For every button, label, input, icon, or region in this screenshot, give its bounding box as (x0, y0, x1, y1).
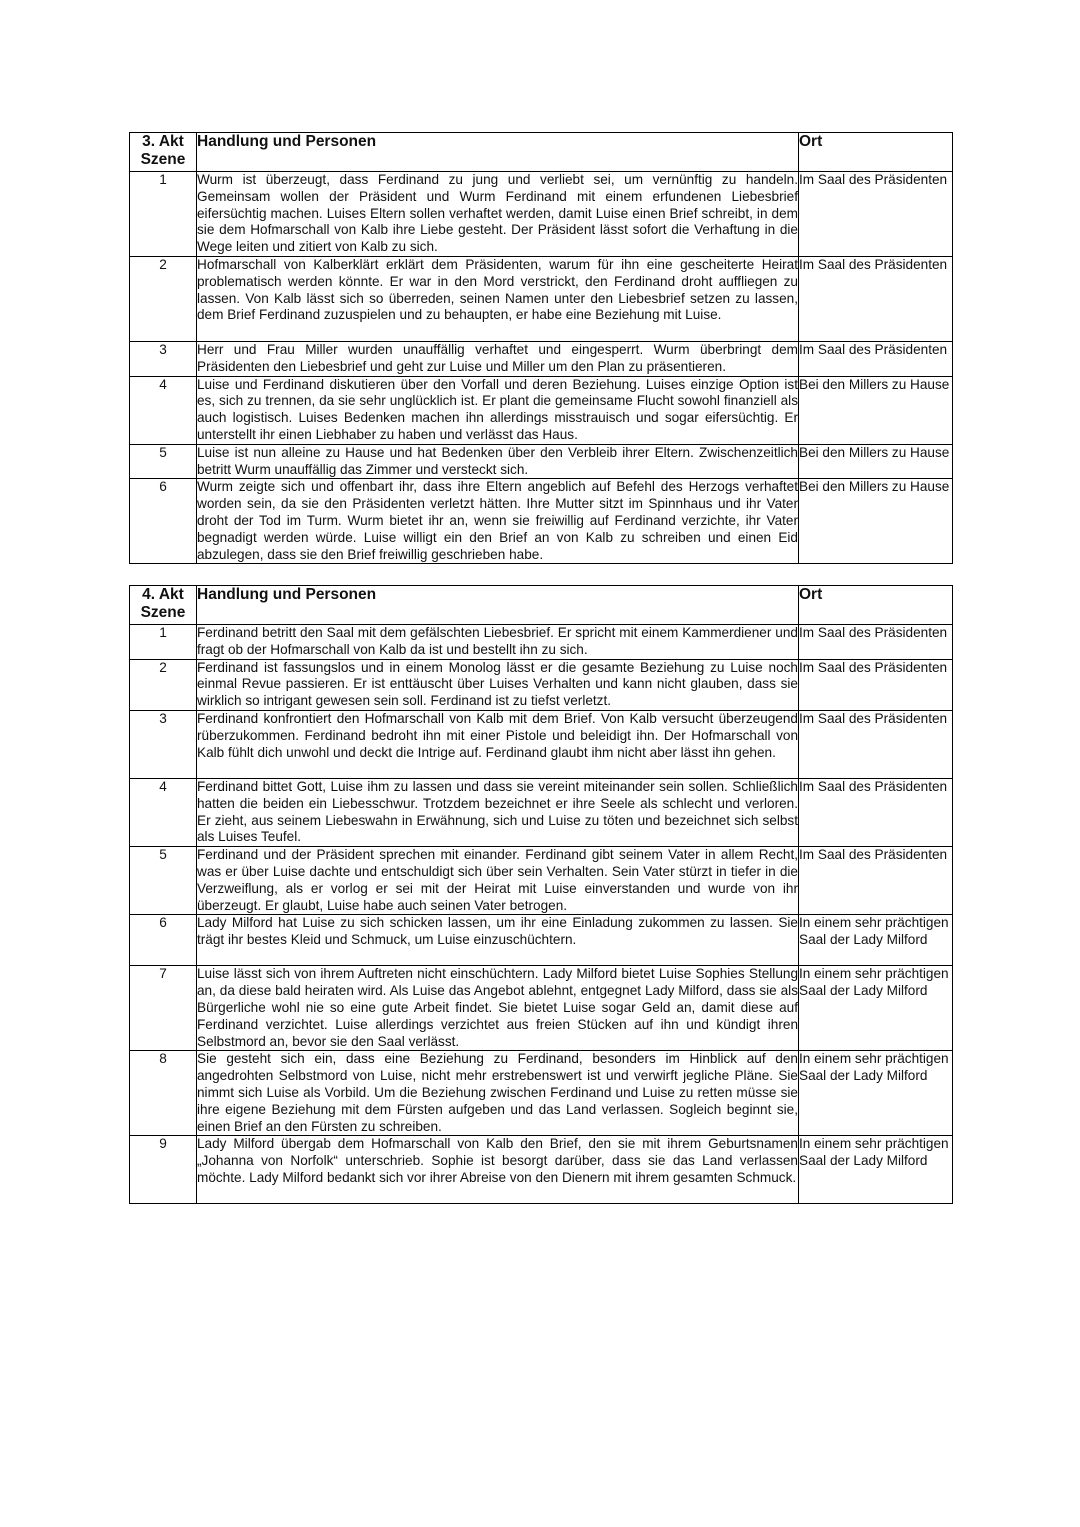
scene-number: 3 (130, 341, 197, 376)
act-scene-header-cell (130, 586, 197, 625)
scene-text: Lady Milford hat Luise zu sich schicken lassen, um ihr eine Einladung zukommen zu lassen. Sie trägt ihr bestes Kleid und Schmuck, um Luise einzuschüchtern. (197, 915, 799, 966)
scene-location: In einem sehr prächtigen Saal der Lady Milford (799, 1051, 953, 1136)
table-row (130, 1136, 953, 1204)
table-row (130, 1051, 953, 1136)
scene-text: Luise ist nun alleine zu Hause und hat Bedenken über den Verbleib ihrer Eltern. Zwischenzeitlich betritt Wurm unauffällig das Zimmer und versteckt sich. (197, 444, 799, 479)
scene-location: Im Saal des Präsidenten (799, 256, 953, 341)
scene-location: Im Saal des Präsidenten (799, 847, 953, 915)
scene-number: 7 (130, 966, 197, 1051)
scene-number: 4 (130, 376, 197, 444)
scene-text: Hofmarschall von Kalberklärt erklärt dem Präsidenten, warum für ihn eine gescheiterte Heirat problematisch werden könnte. Er war in den Mord verstrickt, den Ferdinand droht auffliegen zu lassen. Von Kalb lässt sich so überreden, seinen Namen unter den Liebesbrief setzen zu lassen, dem Brief Ferdinand zuzuspielen und zu behaupten, er habe eine Beziehung mit Luise. (197, 256, 799, 341)
scene-location: In einem sehr prächtigen Saal der Lady Milford (799, 966, 953, 1051)
scene-text: Lady Milford übergab dem Hofmarschall von Kalb den Brief, den sie mit ihrem Geburtsnamen „Johanna von Norfolk“ unterschrieb. Sophie ist besorgt darüber, dass sie das Land verlassen möchte. Lady Milford bedankt sich vor ihrer Abreise von den Dienern mit ihrem gesamten Schmuck. (197, 1136, 799, 1204)
scene-text: Sie gesteht sich ein, dass eine Beziehung zu Ferdinand, besonders im Hinblick auf den angedrohten Selbstmord von Luise, nicht mehr erstrebenswert ist und verwirft jegliche Pläne. Sie nimmt sich Luise als Vorbild. Um die Beziehung zwischen Ferdinand und Luise zu retten müsse sie ihre eigene Beziehung mit dem Fürsten aufgeben und das Land verlassen. Sogleich beginnt sie, einen Brief an den Fürsten zu schreiben. (197, 1051, 799, 1136)
location-header: Ort (799, 586, 953, 625)
act-3-table (129, 132, 953, 564)
location-header: Ort (799, 133, 953, 172)
table-row (130, 625, 953, 660)
scene-label: Szene (140, 151, 186, 168)
scene-location: Im Saal des Präsidenten (799, 172, 953, 257)
table-row (130, 479, 953, 564)
scene-text: Wurm ist überzeugt, dass Ferdinand zu jung und verliebt sei, um vernünftig zu handeln. Gemeinsam wollen der Präsident und Wurm Ferdinand mit einem erfundenen Liebesbrief eifersüchtig machen. Luises Eltern sollen verhaftet werden, damit Luise einen Brief schreibt, in dem sie dem Hofmarschall von Kalb ihre Liebe gesteht. Der Präsident lässt sofort die Verhaftung in die Wege leiten und zitiert von Kalb zu sich. (197, 172, 799, 257)
table-row (130, 376, 953, 444)
scene-location: Bei den Millers zu Hause (799, 376, 953, 444)
act-label: 3. Akt (142, 133, 184, 150)
table-row (130, 847, 953, 915)
scene-text: Herr und Frau Miller wurden unauffällig verhaftet und eingesperrt. Wurm überbringt dem Präsidenten den Liebesbrief und geht zur Luise und Miller um den Plan zu präsentieren. (197, 341, 799, 376)
scene-text: Ferdinand konfrontiert den Hofmarschall von Kalb mit dem Brief. Von Kalb versucht überzeugend rüberzukommen. Ferdinand bedroht ihn mit einer Pistole und beleidigt ihn. Der Hofmarschall von Kalb fühlt dich unwohl und deckt die Intrige auf. Ferdinand glaubt ihm nicht aber lässt ihn gehen. (197, 710, 799, 778)
scene-text: Luise und Ferdinand diskutieren über den Vorfall und deren Beziehung. Luises einzige Option ist es, sich zu trennen, da sie sehr unglücklich ist. Er plant die gemeinsame Flucht sowohl finanziell als auch logistisch. Luises Bedenken machen ihn allerdings misstrauisch und sogar eifersüchtig. Er unterstellt ihr einen Liebhaber zu haben und verlässt das Haus. (197, 376, 799, 444)
scene-number: 4 (130, 778, 197, 846)
table-row (130, 172, 953, 257)
scene-number: 6 (130, 479, 197, 564)
act-4-table (129, 585, 953, 1204)
table-row (130, 444, 953, 479)
scene-number: 8 (130, 1051, 197, 1136)
table-row (130, 256, 953, 341)
scene-location: Im Saal des Präsidenten (799, 710, 953, 778)
scene-number: 5 (130, 444, 197, 479)
scene-number: 3 (130, 710, 197, 778)
scene-text: Ferdinand und der Präsident sprechen mit einander. Ferdinand gibt seinem Vater in allem Recht, was er über Luise dachte und entschuldigt sich über sein Verhalten. Sein Vater stürzt in tiefer in die Verzweiflung, als er vorlog er sei mit der Heirat mit Luise einverstanden und wurde von ihr überzeugt. Er glaubt, Luise habe auch seinen Vater betrogen. (197, 847, 799, 915)
scene-text: Luise lässt sich von ihrem Auftreten nicht einschüchtern. Lady Milford bietet Luise Sophies Stellung an, da diese bald heiraten wird. Als Luise das Angebot ablehnt, entgegnet Lady Milford, dass sie als Bürgerliche wohl nie so eine gute Arbeit findet. Sie bietet Luise sogar Geld an, damit diese auf Ferdinand verzichtet. Luise allerdings verzichtet aus freien Stücken auf ihn und kündigt ihren Selbstmord an, bevor sie den Saal verlässt. (197, 966, 799, 1051)
scene-number: 1 (130, 625, 197, 660)
table-row (130, 710, 953, 778)
scene-number: 1 (130, 172, 197, 257)
scene-label: Szene (140, 604, 186, 621)
table-header-row (130, 586, 953, 625)
act-scene-header-cell (130, 133, 197, 172)
scene-location: Bei den Millers zu Hause (799, 479, 953, 564)
scene-number: 5 (130, 847, 197, 915)
scene-location: Im Saal des Präsidenten (799, 625, 953, 660)
scene-text: Ferdinand bittet Gott, Luise ihm zu lassen und dass sie vereint miteinander sein sollen. Schließlich hatten die beiden ein Liebesschwur. Trotzdem bezeichnet er ihre Seele als schlecht und verloren. Er zieht, aus seinem Liebeswahn in Erwähnung, sich und Luise zu töten und bezeichnet sich selbst als Luises Teufel. (197, 778, 799, 846)
table-row (130, 341, 953, 376)
scene-location: In einem sehr prächtigen Saal der Lady Milford (799, 1136, 953, 1204)
scene-text: Ferdinand ist fassungslos und in einem Monolog lässt er die gesamte Beziehung zu Luise noch einmal Revue passieren. Er ist enttäuscht über Luises Verhalten und kann nicht glauben, dass sie wirklich so intrigant gewesen sein soll. Ferdinand ist zu tiefst verletzt. (197, 659, 799, 710)
table-row (130, 659, 953, 710)
scene-number: 6 (130, 915, 197, 966)
table-header-row (130, 133, 953, 172)
scene-location: Bei den Millers zu Hause (799, 444, 953, 479)
act-label: 4. Akt (142, 586, 184, 603)
scene-number: 2 (130, 659, 197, 710)
scene-location: In einem sehr prächtigen Saal der Lady Milford (799, 915, 953, 966)
plot-header: Handlung und Personen (197, 586, 799, 625)
table-row (130, 966, 953, 1051)
scene-text: Wurm zeigte sich und offenbart ihr, dass ihre Eltern angeblich auf Befehl des Herzogs verhaftet worden sein, da sie den Präsidenten verletzt hätten. Ihre Mutter sitzt im Spinnhaus und ihr Vater droht der Tod im Turm. Wurm bietet ihr an, wenn sie freiwillig auf Ferdinand verzichte, ihr Vater begnadigt werden würde. Luise willigt ein den Brief an von Kalb zu schreiben und einen Eid abzulegen, dass sie den Brief freiwillig geschrieben habe. (197, 479, 799, 564)
scene-text: Ferdinand betritt den Saal mit dem gefälschten Liebesbrief. Er spricht mit einem Kammerdiener und fragt ob der Hofmarschall von Kalb da ist und bestellt ihn zu sich. (197, 625, 799, 660)
table-row (130, 915, 953, 966)
scene-number: 2 (130, 256, 197, 341)
table-row (130, 778, 953, 846)
plot-header: Handlung und Personen (197, 133, 799, 172)
scene-number: 9 (130, 1136, 197, 1204)
scene-location: Im Saal des Präsidenten (799, 341, 953, 376)
scene-location: Im Saal des Präsidenten (799, 778, 953, 846)
scene-location: Im Saal des Präsidenten (799, 659, 953, 710)
